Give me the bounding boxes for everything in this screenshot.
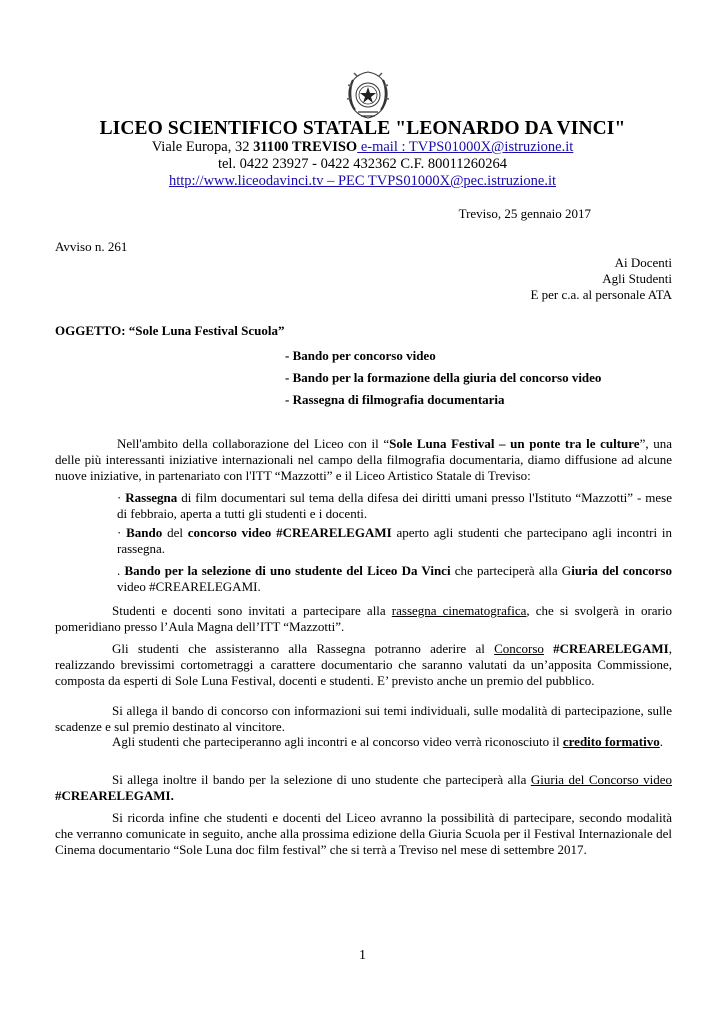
recipient-studenti: Agli Studenti [602,271,672,286]
date-line: Treviso, 25 gennaio 2017 [458,206,591,221]
bullet-bando-concorso: · Bando del concorso video #CREARELEGAMI aperto agli studenti che partecipano agli incontri in rassegna. [117,525,672,556]
page-number: 1 [359,948,366,963]
intro-paragraph: Nell'ambito della collaborazione del Liceo con il “Sole Luna Festival – un ponte tra le culture”, una delle più interessanti iniziative internazionali nel campo della filmografia documentaria, diamo diffusione ad alcune nuove iniziative, in partenariato con l'ITT “Mazzotti” e il Liceo Artistico Statale di Treviso: [55,436,672,483]
notice-number: Avviso n. 261 [55,239,128,254]
recipient-ata: E per c.a. al personale ATA [530,287,672,302]
paragraph-giuria-scuola: Si ricorda infine che studenti e docenti del Liceo avranno la possibilità di partecipare, secondo modalità che verranno comunicate in seguito, anche alla prossima edizione della Giuria Scuola per il Festival Internazionale del Cinema documentario “Sole Luna doc film festival” che si terrà a Treviso nel mese di settembre 2017. [55,810,672,857]
paragraph-credito: Agli studenti che parteciperanno agli incontri e al concorso video verrà riconosciuto il credito formativo. [112,734,663,749]
website-link[interactable]: http://www.liceodavinci.tv – PEC TVPS01000X@pec.istruzione.it [168,173,557,189]
subject-label: OGGETTO: “Sole Luna Festival Scuola” [55,323,285,338]
phone-line: tel. 0422 23927 - 0422 432362 C.F. 80011260264 [217,156,508,172]
address-line [0,139,725,156]
republic-emblem-icon [343,68,393,122]
address-street: Viale Europa, 32 [151,139,254,155]
paragraph-giuria: Si allega inoltre il bando per la selezione di uno studente che parteciperà alla Giuria del Concorso video #CREARELEGAMI. [55,772,672,803]
address-city: 31100 TREVISO [253,139,358,155]
festival-name: Sole Luna Festival – un ponte tra le culture [389,436,640,451]
subject-item-3: - Rassegna di filmografia documentaria [285,392,505,407]
web-pec-line [0,173,725,190]
subject-item-1: - Bando per concorso video [285,348,436,363]
paragraph-rassegna: Studenti e docenti sono invitati a partecipare alla rassegna cinematografica, che si svolgerà in orario pomeridiano presso l’Aula Magna dell’ITT “Mazzotti”. [55,603,673,634]
school-name: LICEO SCIENTIFICO STATALE "LEONARDO DA VINCI" [99,118,626,139]
bullet-rassegna: · Rassegna di film documentari sul tema della difesa dei diritti umani presso l'Istituto “Mazzotti” - mese di febbraio, aperta a tutti gli studenti e i docenti. [117,490,672,521]
recipient-docenti: Ai Docenti [614,255,672,270]
email-link[interactable]: e-mail : TVPS01000X@istruzione.it [357,139,574,155]
subject-item-2: - Bando per la formazione della giuria del concorso video [285,370,602,385]
bullet-bando-giuria: . Bando per la selezione di uno studente del Liceo Da Vinci che parteciperà alla Giuria del concorso video #CREARELEGAMI. [117,563,672,594]
paragraph-allegato-bando: Si allega il bando di concorso con informazioni sui temi individuali, sulle modalità di partecipazione, sulle scadenze e sul premio destinato al vincitore. [55,703,672,734]
paragraph-concorso: Gli studenti che assisteranno alla Rassegna potranno aderire al Concorso #CREARELEGAMI, realizzando brevissimi cortometraggi a carattere documentario che saranno valutati da un’apposita Commissione, composta da esperti di Sole Luna Festival, docenti e studenti. E’ previsto anche un premio del pubblico. [55,641,672,688]
